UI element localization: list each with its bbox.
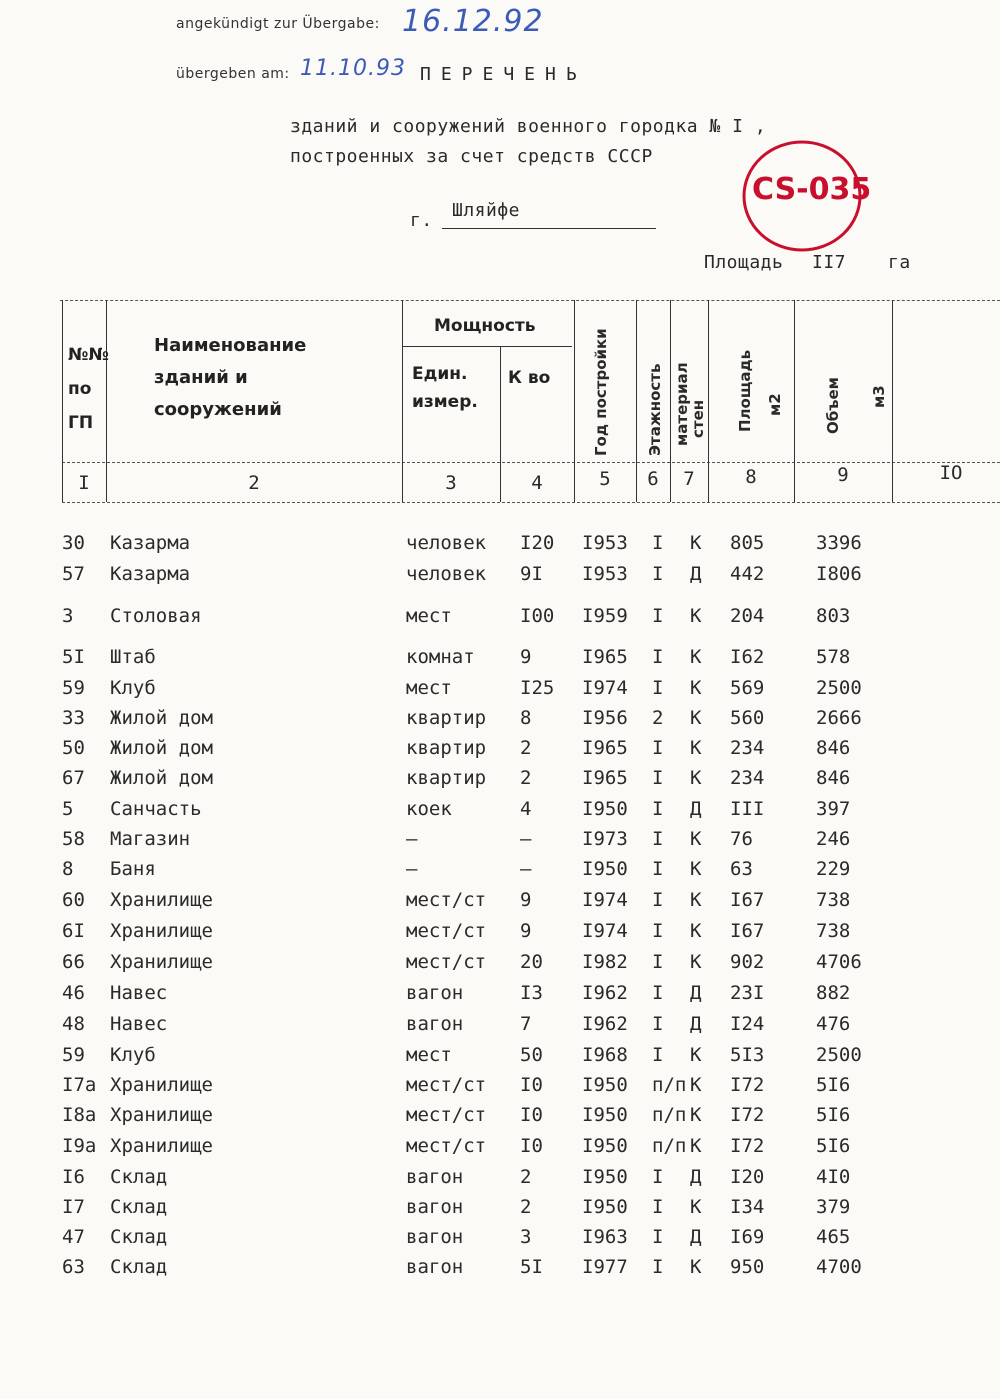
row-count: 2 (520, 1196, 532, 1218)
row-name: Склад (110, 1166, 168, 1188)
row-num: 67 (62, 767, 85, 789)
row-material: Д (690, 1013, 702, 1035)
row-name: Хранилище (110, 1135, 213, 1157)
row-name: Хранилище (110, 889, 213, 911)
row-year: I950 (582, 1135, 628, 1157)
row-unit: мест/ст (406, 920, 487, 942)
row-num: 66 (62, 951, 85, 973)
row-area: I72 (730, 1104, 765, 1126)
row-area: 63 (730, 858, 753, 880)
row-floors: I (652, 563, 664, 585)
row-unit: мест/ст (406, 1074, 487, 1096)
row-year: I963 (582, 1226, 628, 1248)
row-count: 50 (520, 1044, 543, 1066)
row-material: К (690, 1196, 702, 1218)
row-name: Навес (110, 1013, 168, 1035)
handed-label: übergeben am: (176, 66, 290, 82)
row-material: Д (690, 798, 702, 820)
row-material: К (690, 828, 702, 850)
header-material: материал стен (673, 362, 707, 446)
row-volume: 2666 (816, 707, 862, 729)
table-row (0, 677, 1000, 705)
table-row (0, 532, 1000, 560)
row-floors: I (652, 1044, 664, 1066)
row-year: I965 (582, 767, 628, 789)
row-count: 4 (520, 798, 532, 820)
table-row (0, 1104, 1000, 1132)
row-year: I956 (582, 707, 628, 729)
row-unit: вагон (406, 982, 464, 1004)
table-row (0, 1226, 1000, 1254)
row-num: 58 (62, 828, 85, 850)
table-row (0, 828, 1000, 856)
row-num: 3 (62, 605, 74, 627)
row-floors: 2 (652, 707, 664, 729)
table-row (0, 798, 1000, 826)
row-year: I959 (582, 605, 628, 627)
row-unit: квартир (406, 737, 487, 759)
row-volume: 803 (816, 605, 851, 627)
row-volume: 379 (816, 1196, 851, 1218)
row-material: К (690, 1256, 702, 1278)
area-label: Площадь (704, 252, 784, 273)
row-unit: мест/ст (406, 1104, 487, 1126)
stamp-code: CS-035 (752, 172, 872, 207)
table-row (0, 1256, 1000, 1284)
row-year: I950 (582, 1074, 628, 1096)
row-floors: I (652, 677, 664, 699)
row-count: – (520, 858, 532, 880)
row-unit: вагон (406, 1196, 464, 1218)
header-count: К во (508, 368, 551, 388)
area-value: II7 (812, 252, 847, 273)
row-unit: мест/ст (406, 889, 487, 911)
header-capacity: Мощность (434, 316, 536, 336)
table-top-line (60, 300, 1000, 301)
row-count: I20 (520, 532, 555, 554)
row-count: 20 (520, 951, 543, 973)
row-year: I982 (582, 951, 628, 973)
table-row (0, 646, 1000, 674)
row-name: Хранилище (110, 1104, 213, 1126)
row-unit: мест (406, 677, 452, 699)
table-row (0, 951, 1000, 979)
table-row (0, 1074, 1000, 1102)
row-year: I974 (582, 677, 628, 699)
row-name: Жилой дом (110, 767, 213, 789)
row-count: 2 (520, 767, 532, 789)
row-floors: I (652, 737, 664, 759)
row-year: I953 (582, 532, 628, 554)
row-num: 50 (62, 737, 85, 759)
row-material: К (690, 1104, 702, 1126)
header-unit: Един. измер. (412, 364, 478, 412)
row-num: 63 (62, 1256, 85, 1278)
row-volume: I806 (816, 563, 862, 585)
row-area: 234 (730, 767, 765, 789)
row-name: Клуб (110, 677, 156, 699)
row-num: 59 (62, 1044, 85, 1066)
table-row (0, 982, 1000, 1010)
row-num: 30 (62, 532, 85, 554)
row-name: Хранилище (110, 920, 213, 942)
row-area: 234 (730, 737, 765, 759)
row-count: I3 (520, 982, 543, 1004)
row-material: К (690, 858, 702, 880)
row-unit: вагон (406, 1166, 464, 1188)
row-count: 9 (520, 646, 532, 668)
row-num: I6 (62, 1166, 85, 1188)
row-area: III (730, 798, 765, 820)
row-num: 8 (62, 858, 74, 880)
row-area: I67 (730, 889, 765, 911)
row-unit: мест (406, 1044, 452, 1066)
row-unit: вагон (406, 1256, 464, 1278)
row-name: Хранилище (110, 1074, 213, 1096)
row-area: 204 (730, 605, 765, 627)
table-row (0, 707, 1000, 735)
row-volume: 738 (816, 920, 851, 942)
row-count: I25 (520, 677, 555, 699)
row-num: 33 (62, 707, 85, 729)
row-count: I00 (520, 605, 555, 627)
table-colnum-bottom-line (62, 502, 1000, 503)
row-num: I7a (62, 1074, 97, 1096)
colnum-3: 3 (445, 472, 457, 494)
row-area: 805 (730, 532, 765, 554)
row-count: 7 (520, 1013, 532, 1035)
header-floors: Этажность (646, 363, 664, 456)
row-floors: п/п (652, 1135, 687, 1157)
row-material: К (690, 767, 702, 789)
colnum-2: 2 (248, 472, 260, 494)
row-name: Склад (110, 1196, 168, 1218)
row-volume: 882 (816, 982, 851, 1004)
row-name: Санчасть (110, 798, 202, 820)
table-row (0, 605, 1000, 633)
row-name: Клуб (110, 1044, 156, 1066)
row-floors: I (652, 1166, 664, 1188)
row-volume: 2500 (816, 1044, 862, 1066)
row-area: I72 (730, 1074, 765, 1096)
table-row (0, 767, 1000, 795)
table-row (0, 737, 1000, 765)
row-area: 569 (730, 677, 765, 699)
row-name: Столовая (110, 605, 202, 627)
row-volume: 846 (816, 737, 851, 759)
table-row (0, 1166, 1000, 1194)
row-volume: 397 (816, 798, 851, 820)
row-count: 8 (520, 707, 532, 729)
row-name: Склад (110, 1256, 168, 1278)
row-count: 9 (520, 920, 532, 942)
area-unit: га (888, 252, 911, 273)
row-floors: I (652, 858, 664, 880)
row-floors: I (652, 646, 664, 668)
row-area: 560 (730, 707, 765, 729)
row-year: I977 (582, 1256, 628, 1278)
colnum-5: 5 (599, 468, 611, 490)
city-name: Шляйфе (452, 200, 521, 221)
row-name: Казарма (110, 563, 191, 585)
row-material: К (690, 737, 702, 759)
row-year: I974 (582, 920, 628, 942)
row-volume: 5I6 (816, 1135, 851, 1157)
row-material: Д (690, 563, 702, 585)
row-volume: 465 (816, 1226, 851, 1248)
row-name: Жилой дом (110, 707, 213, 729)
row-unit: квартир (406, 767, 487, 789)
capacity-divider (402, 346, 572, 347)
handed-date: 11.10.93 (300, 56, 406, 81)
row-area: I34 (730, 1196, 765, 1218)
subtitle-line2: построенных за счет средств СССР (290, 146, 653, 167)
header-volume: Объем м3 (824, 377, 888, 434)
row-material: К (690, 646, 702, 668)
row-unit: мест (406, 605, 452, 627)
row-material: К (690, 920, 702, 942)
row-volume: 246 (816, 828, 851, 850)
row-unit: – (406, 828, 418, 850)
row-num: 48 (62, 1013, 85, 1035)
row-volume: 4706 (816, 951, 862, 973)
row-num: 5I (62, 646, 85, 668)
city-underline (442, 228, 656, 229)
colnum-9: 9 (837, 464, 849, 486)
row-area: I62 (730, 646, 765, 668)
row-unit: мест/ст (406, 951, 487, 973)
row-year: I950 (582, 1166, 628, 1188)
table-row (0, 1196, 1000, 1224)
row-volume: 4I0 (816, 1166, 851, 1188)
row-year: I950 (582, 1196, 628, 1218)
row-floors: I (652, 1196, 664, 1218)
row-material: Д (690, 982, 702, 1004)
row-num: 46 (62, 982, 85, 1004)
row-material: К (690, 707, 702, 729)
row-count: 9 (520, 889, 532, 911)
subtitle-line1: зданий и сооружений военного городка № I , (290, 116, 767, 137)
row-name: Казарма (110, 532, 191, 554)
row-floors: п/п (652, 1104, 687, 1126)
row-area: I67 (730, 920, 765, 942)
row-unit: вагон (406, 1226, 464, 1248)
row-material: К (690, 1044, 702, 1066)
row-num: 57 (62, 563, 85, 585)
header-year: Год постройки (592, 328, 610, 456)
row-area: 950 (730, 1256, 765, 1278)
table-row (0, 1013, 1000, 1041)
colnum-6: 6 (647, 468, 659, 490)
row-area: 5I3 (730, 1044, 765, 1066)
row-floors: I (652, 1226, 664, 1248)
row-num: 5 (62, 798, 74, 820)
row-year: I965 (582, 646, 628, 668)
row-volume: 5I6 (816, 1074, 851, 1096)
row-unit: мест/ст (406, 1135, 487, 1157)
row-floors: I (652, 828, 664, 850)
row-area: I69 (730, 1226, 765, 1248)
row-name: Жилой дом (110, 737, 213, 759)
row-name: Баня (110, 858, 156, 880)
row-area: 76 (730, 828, 753, 850)
announced-date: 16.12.92 (402, 4, 544, 39)
row-num: 60 (62, 889, 85, 911)
row-name: Склад (110, 1226, 168, 1248)
row-name: Магазин (110, 828, 191, 850)
row-floors: I (652, 605, 664, 627)
row-num: I7 (62, 1196, 85, 1218)
row-material: К (690, 951, 702, 973)
row-unit: квартир (406, 707, 487, 729)
row-area: 23I (730, 982, 765, 1004)
row-year: I973 (582, 828, 628, 850)
row-floors: I (652, 798, 664, 820)
colnum-8: 8 (745, 466, 757, 488)
header-name: Наименование зданий и сооружений (154, 335, 307, 420)
row-unit: – (406, 858, 418, 880)
row-floors: п/п (652, 1074, 687, 1096)
table-row (0, 563, 1000, 591)
row-year: I965 (582, 737, 628, 759)
colnum-4: 4 (531, 472, 543, 494)
table-row (0, 858, 1000, 886)
row-unit: коек (406, 798, 452, 820)
row-year: I953 (582, 563, 628, 585)
row-year: I950 (582, 798, 628, 820)
row-volume: 5I6 (816, 1104, 851, 1126)
row-floors: I (652, 982, 664, 1004)
row-floors: I (652, 889, 664, 911)
city-prefix: г. (410, 210, 433, 231)
row-material: К (690, 532, 702, 554)
row-floors: I (652, 1013, 664, 1035)
colnum-10: IO (939, 462, 963, 484)
row-year: I950 (582, 1104, 628, 1126)
row-material: К (690, 1074, 702, 1096)
row-floors: I (652, 532, 664, 554)
row-unit: вагон (406, 1013, 464, 1035)
row-area: I72 (730, 1135, 765, 1157)
row-area: 902 (730, 951, 765, 973)
row-material: Д (690, 1226, 702, 1248)
row-name: Штаб (110, 646, 156, 668)
colnum-1: I (78, 472, 90, 494)
table-header-bottom-line (62, 462, 1000, 463)
table-row (0, 1135, 1000, 1163)
row-count: – (520, 828, 532, 850)
row-volume: 476 (816, 1013, 851, 1035)
row-num: I9a (62, 1135, 97, 1157)
row-count: 9I (520, 563, 543, 585)
row-num: 59 (62, 677, 85, 699)
row-area: I24 (730, 1013, 765, 1035)
table-row (0, 889, 1000, 917)
announced-label: angekündigt zur Übergabe: (176, 16, 380, 32)
row-floors: I (652, 1256, 664, 1278)
row-area: 442 (730, 563, 765, 585)
row-area: I20 (730, 1166, 765, 1188)
row-count: 3 (520, 1226, 532, 1248)
row-volume: 578 (816, 646, 851, 668)
row-material: К (690, 605, 702, 627)
row-count: 2 (520, 737, 532, 759)
row-volume: 846 (816, 767, 851, 789)
row-year: I968 (582, 1044, 628, 1066)
row-count: I0 (520, 1074, 543, 1096)
row-material: К (690, 889, 702, 911)
row-name: Хранилище (110, 951, 213, 973)
row-num: 6I (62, 920, 85, 942)
header-area: Площадь м2 (736, 349, 784, 432)
row-volume: 738 (816, 889, 851, 911)
row-volume: 2500 (816, 677, 862, 699)
row-count: I0 (520, 1135, 543, 1157)
row-floors: I (652, 767, 664, 789)
row-floors: I (652, 951, 664, 973)
row-num: I8a (62, 1104, 97, 1126)
row-floors: I (652, 920, 664, 942)
row-year: I962 (582, 982, 628, 1004)
row-unit: комнат (406, 646, 475, 668)
row-unit: человек (406, 563, 487, 585)
table-row (0, 920, 1000, 948)
row-material: К (690, 677, 702, 699)
row-volume: 4700 (816, 1256, 862, 1278)
row-material: К (690, 1135, 702, 1157)
row-year: I962 (582, 1013, 628, 1035)
row-count: 5I (520, 1256, 543, 1278)
table-row (0, 1044, 1000, 1072)
row-count: 2 (520, 1166, 532, 1188)
row-material: Д (690, 1166, 702, 1188)
colnum-7: 7 (683, 468, 695, 490)
row-volume: 3396 (816, 532, 862, 554)
row-year: I950 (582, 858, 628, 880)
row-unit: человек (406, 532, 487, 554)
header-num: №№ по ГП (68, 345, 109, 433)
row-year: I974 (582, 889, 628, 911)
row-num: 47 (62, 1226, 85, 1248)
row-name: Навес (110, 982, 168, 1004)
row-count: I0 (520, 1104, 543, 1126)
document-title: ПЕРЕЧЕНЬ (420, 64, 587, 85)
row-volume: 229 (816, 858, 851, 880)
